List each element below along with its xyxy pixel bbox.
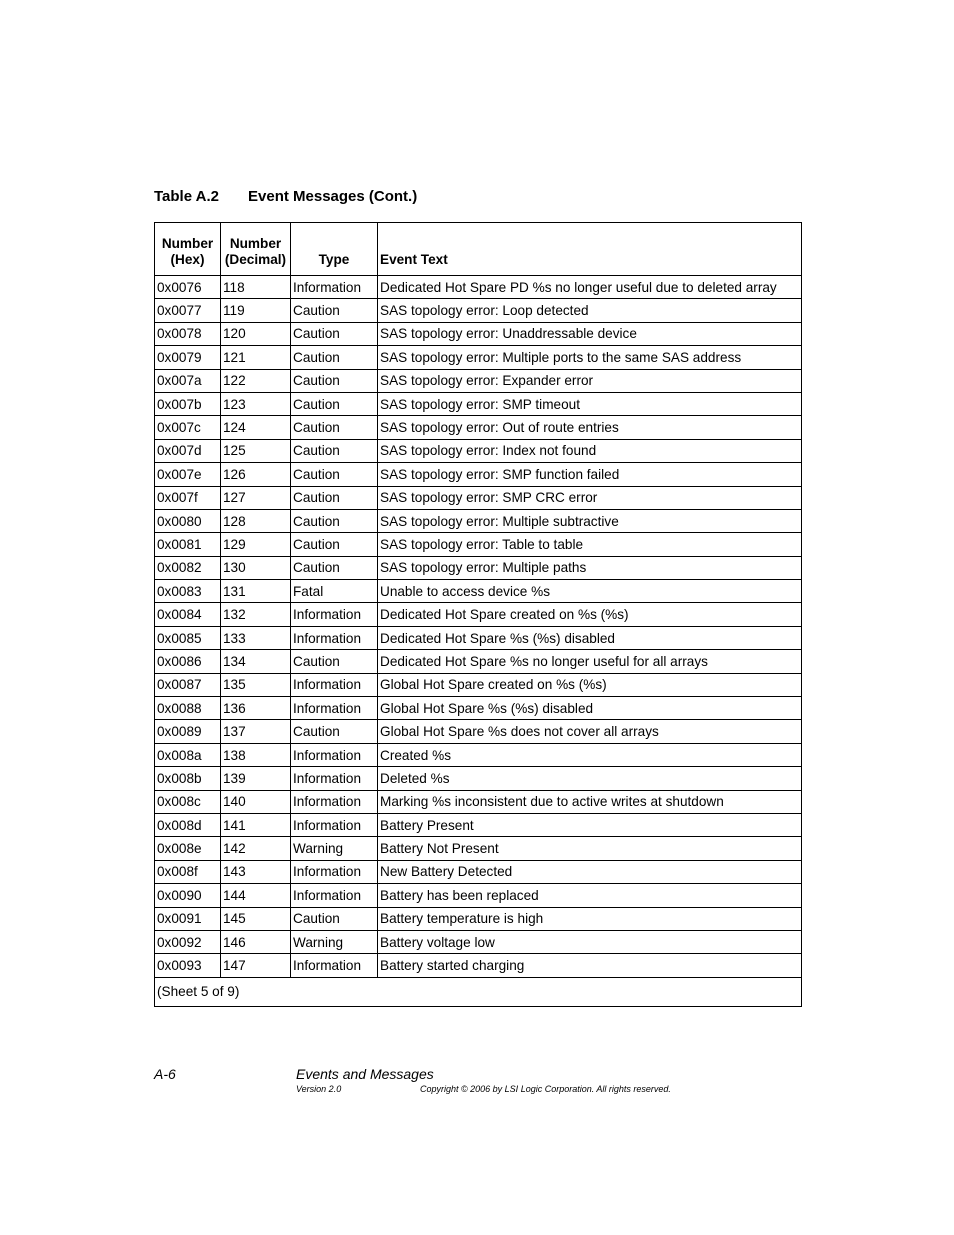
cell-number-hex: 0x0084 xyxy=(155,603,221,626)
cell-event-text: Battery voltage low xyxy=(378,930,802,953)
cell-number-decimal: 130 xyxy=(221,556,291,579)
table-row xyxy=(155,813,802,836)
cell-number-hex: 0x007f xyxy=(155,486,221,509)
cell-type: Information xyxy=(291,673,378,696)
table-row xyxy=(155,907,802,930)
cell-type: Caution xyxy=(291,416,378,439)
footer-version: Version 2.0 xyxy=(296,1084,342,1094)
cell-type: Information xyxy=(291,603,378,626)
cell-event-text: SAS topology error: SMP timeout xyxy=(378,392,802,415)
cell-type: Information xyxy=(291,860,378,883)
cell-event-text: SAS topology error: Expander error xyxy=(378,369,802,392)
cell-number-decimal: 145 xyxy=(221,907,291,930)
table-row xyxy=(155,486,802,509)
cell-event-text: Battery temperature is high xyxy=(378,907,802,930)
cell-number-hex: 0x0082 xyxy=(155,556,221,579)
cell-number-decimal: 138 xyxy=(221,743,291,766)
page-number: A-6 xyxy=(154,1066,176,1082)
cell-number-hex: 0x008f xyxy=(155,860,221,883)
cell-number-hex: 0x0091 xyxy=(155,907,221,930)
table-row xyxy=(155,346,802,369)
cell-type: Caution xyxy=(291,322,378,345)
cell-number-decimal: 135 xyxy=(221,673,291,696)
cell-number-decimal: 119 xyxy=(221,299,291,322)
cell-type: Caution xyxy=(291,650,378,673)
table-row xyxy=(155,463,802,486)
cell-type: Caution xyxy=(291,509,378,532)
cell-number-hex: 0x0090 xyxy=(155,884,221,907)
cell-type: Information xyxy=(291,790,378,813)
cell-event-text: Created %s xyxy=(378,743,802,766)
cell-type: Caution xyxy=(291,369,378,392)
table-row xyxy=(155,416,802,439)
cell-number-hex: 0x0085 xyxy=(155,626,221,649)
table-row xyxy=(155,767,802,790)
table-row xyxy=(155,556,802,579)
cell-type: Information xyxy=(291,697,378,720)
header-number-hex: Number (Hex) xyxy=(155,223,221,276)
cell-number-decimal: 120 xyxy=(221,322,291,345)
cell-number-hex: 0x0081 xyxy=(155,533,221,556)
cell-number-decimal: 124 xyxy=(221,416,291,439)
cell-number-hex: 0x008c xyxy=(155,790,221,813)
cell-type: Caution xyxy=(291,907,378,930)
cell-type: Caution xyxy=(291,439,378,462)
cell-event-text: SAS topology error: Multiple paths xyxy=(378,556,802,579)
cell-number-hex: 0x0092 xyxy=(155,930,221,953)
cell-event-text: SAS topology error: SMP CRC error xyxy=(378,486,802,509)
table-caption xyxy=(154,188,417,205)
cell-event-text: Global Hot Spare %s does not cover all arrays xyxy=(378,720,802,743)
table-row xyxy=(155,743,802,766)
table-row xyxy=(155,322,802,345)
table-title: Event Messages (Cont.) xyxy=(248,188,418,205)
header-event-text: Event Text xyxy=(378,223,802,276)
cell-event-text: Global Hot Spare %s (%s) disabled xyxy=(378,697,802,720)
cell-event-text: SAS topology error: Multiple subtractive xyxy=(378,509,802,532)
cell-number-decimal: 125 xyxy=(221,439,291,462)
cell-event-text: Marking %s inconsistent due to active writes at shutdown xyxy=(378,790,802,813)
cell-event-text: Global Hot Spare created on %s (%s) xyxy=(378,673,802,696)
cell-event-text: SAS topology error: Loop detected xyxy=(378,299,802,322)
table-row xyxy=(155,533,802,556)
cell-event-text: Unable to access device %s xyxy=(378,580,802,603)
table-row xyxy=(155,720,802,743)
cell-event-text: Dedicated Hot Spare %s no longer useful for all arrays xyxy=(378,650,802,673)
cell-event-text: New Battery Detected xyxy=(378,860,802,883)
table-number: Table A.2 xyxy=(154,188,220,205)
cell-event-text: Dedicated Hot Spare created on %s (%s) xyxy=(378,603,802,626)
cell-type: Information xyxy=(291,813,378,836)
cell-number-hex: 0x0080 xyxy=(155,509,221,532)
cell-number-hex: 0x007d xyxy=(155,439,221,462)
table-row xyxy=(155,954,802,977)
cell-number-hex: 0x008e xyxy=(155,837,221,860)
table-row xyxy=(155,369,802,392)
cell-number-decimal: 140 xyxy=(221,790,291,813)
cell-event-text: Battery Not Present xyxy=(378,837,802,860)
table-footer-row xyxy=(155,977,802,1006)
cell-number-hex: 0x0087 xyxy=(155,673,221,696)
table-header-row xyxy=(155,223,802,276)
cell-type: Warning xyxy=(291,837,378,860)
cell-type: Caution xyxy=(291,346,378,369)
cell-number-decimal: 146 xyxy=(221,930,291,953)
table-row xyxy=(155,790,802,813)
cell-type: Caution xyxy=(291,463,378,486)
table-row xyxy=(155,930,802,953)
cell-number-decimal: 136 xyxy=(221,697,291,720)
cell-type: Information xyxy=(291,767,378,790)
cell-number-decimal: 133 xyxy=(221,626,291,649)
cell-type: Caution xyxy=(291,392,378,415)
cell-number-hex: 0x007a xyxy=(155,369,221,392)
table-row xyxy=(155,392,802,415)
cell-type: Information xyxy=(291,954,378,977)
table-row xyxy=(155,837,802,860)
cell-type: Information xyxy=(291,884,378,907)
cell-number-hex: 0x0088 xyxy=(155,697,221,720)
cell-event-text: Battery has been replaced xyxy=(378,884,802,907)
event-messages-table xyxy=(154,222,802,1007)
cell-number-hex: 0x0078 xyxy=(155,322,221,345)
cell-number-hex: 0x007e xyxy=(155,463,221,486)
cell-event-text: SAS topology error: SMP function failed xyxy=(378,463,802,486)
table-row xyxy=(155,673,802,696)
cell-number-decimal: 129 xyxy=(221,533,291,556)
cell-event-text: SAS topology error: Multiple ports to the same SAS address xyxy=(378,346,802,369)
cell-number-decimal: 127 xyxy=(221,486,291,509)
cell-number-hex: 0x0076 xyxy=(155,276,221,299)
cell-number-hex: 0x0079 xyxy=(155,346,221,369)
cell-type: Caution xyxy=(291,533,378,556)
table-row xyxy=(155,603,802,626)
cell-type: Warning xyxy=(291,930,378,953)
cell-number-decimal: 122 xyxy=(221,369,291,392)
table-row xyxy=(155,299,802,322)
header-type: Type xyxy=(291,223,378,276)
cell-event-text: SAS topology error: Unaddressable device xyxy=(378,322,802,345)
cell-number-decimal: 121 xyxy=(221,346,291,369)
cell-type: Caution xyxy=(291,720,378,743)
cell-number-hex: 0x007c xyxy=(155,416,221,439)
table-row xyxy=(155,439,802,462)
cell-number-hex: 0x008d xyxy=(155,813,221,836)
header-number-decimal: Number (Decimal) xyxy=(221,223,291,276)
cell-number-hex: 0x007b xyxy=(155,392,221,415)
cell-number-hex: 0x0093 xyxy=(155,954,221,977)
cell-number-hex: 0x008b xyxy=(155,767,221,790)
cell-event-text: Deleted %s xyxy=(378,767,802,790)
table-row xyxy=(155,697,802,720)
table-row xyxy=(155,580,802,603)
cell-number-decimal: 141 xyxy=(221,813,291,836)
cell-number-hex: 0x0086 xyxy=(155,650,221,673)
cell-event-text: SAS topology error: Index not found xyxy=(378,439,802,462)
cell-number-decimal: 134 xyxy=(221,650,291,673)
cell-type: Information xyxy=(291,626,378,649)
cell-type: Caution xyxy=(291,556,378,579)
cell-number-decimal: 139 xyxy=(221,767,291,790)
table-row xyxy=(155,650,802,673)
cell-event-text: SAS topology error: Out of route entries xyxy=(378,416,802,439)
cell-event-text: Battery started charging xyxy=(378,954,802,977)
cell-number-decimal: 126 xyxy=(221,463,291,486)
cell-event-text: Battery Present xyxy=(378,813,802,836)
cell-number-hex: 0x0077 xyxy=(155,299,221,322)
cell-number-decimal: 128 xyxy=(221,509,291,532)
cell-number-decimal: 147 xyxy=(221,954,291,977)
cell-number-decimal: 123 xyxy=(221,392,291,415)
cell-event-text: SAS topology error: Table to table xyxy=(378,533,802,556)
cell-number-decimal: 143 xyxy=(221,860,291,883)
cell-number-hex: 0x0083 xyxy=(155,580,221,603)
table-body xyxy=(155,276,802,978)
cell-number-decimal: 142 xyxy=(221,837,291,860)
cell-number-hex: 0x0089 xyxy=(155,720,221,743)
cell-type: Information xyxy=(291,743,378,766)
cell-type: Information xyxy=(291,276,378,299)
cell-number-decimal: 131 xyxy=(221,580,291,603)
cell-number-decimal: 137 xyxy=(221,720,291,743)
cell-type: Fatal xyxy=(291,580,378,603)
cell-number-decimal: 132 xyxy=(221,603,291,626)
footer-section-title: Events and Messages xyxy=(296,1066,434,1082)
footer-copyright: Copyright © 2006 by LSI Logic Corporation. All rights reserved. xyxy=(420,1084,671,1094)
table-row xyxy=(155,860,802,883)
table-row xyxy=(155,509,802,532)
cell-number-hex: 0x008a xyxy=(155,743,221,766)
table-row xyxy=(155,276,802,299)
cell-type: Caution xyxy=(291,299,378,322)
cell-event-text: Dedicated Hot Spare %s (%s) disabled xyxy=(378,626,802,649)
table-row xyxy=(155,884,802,907)
cell-event-text: Dedicated Hot Spare PD %s no longer useful due to deleted array xyxy=(378,276,802,299)
cell-type: Caution xyxy=(291,486,378,509)
sheet-note: (Sheet 5 of 9) xyxy=(155,977,802,1006)
cell-number-decimal: 118 xyxy=(221,276,291,299)
cell-number-decimal: 144 xyxy=(221,884,291,907)
table-row xyxy=(155,626,802,649)
